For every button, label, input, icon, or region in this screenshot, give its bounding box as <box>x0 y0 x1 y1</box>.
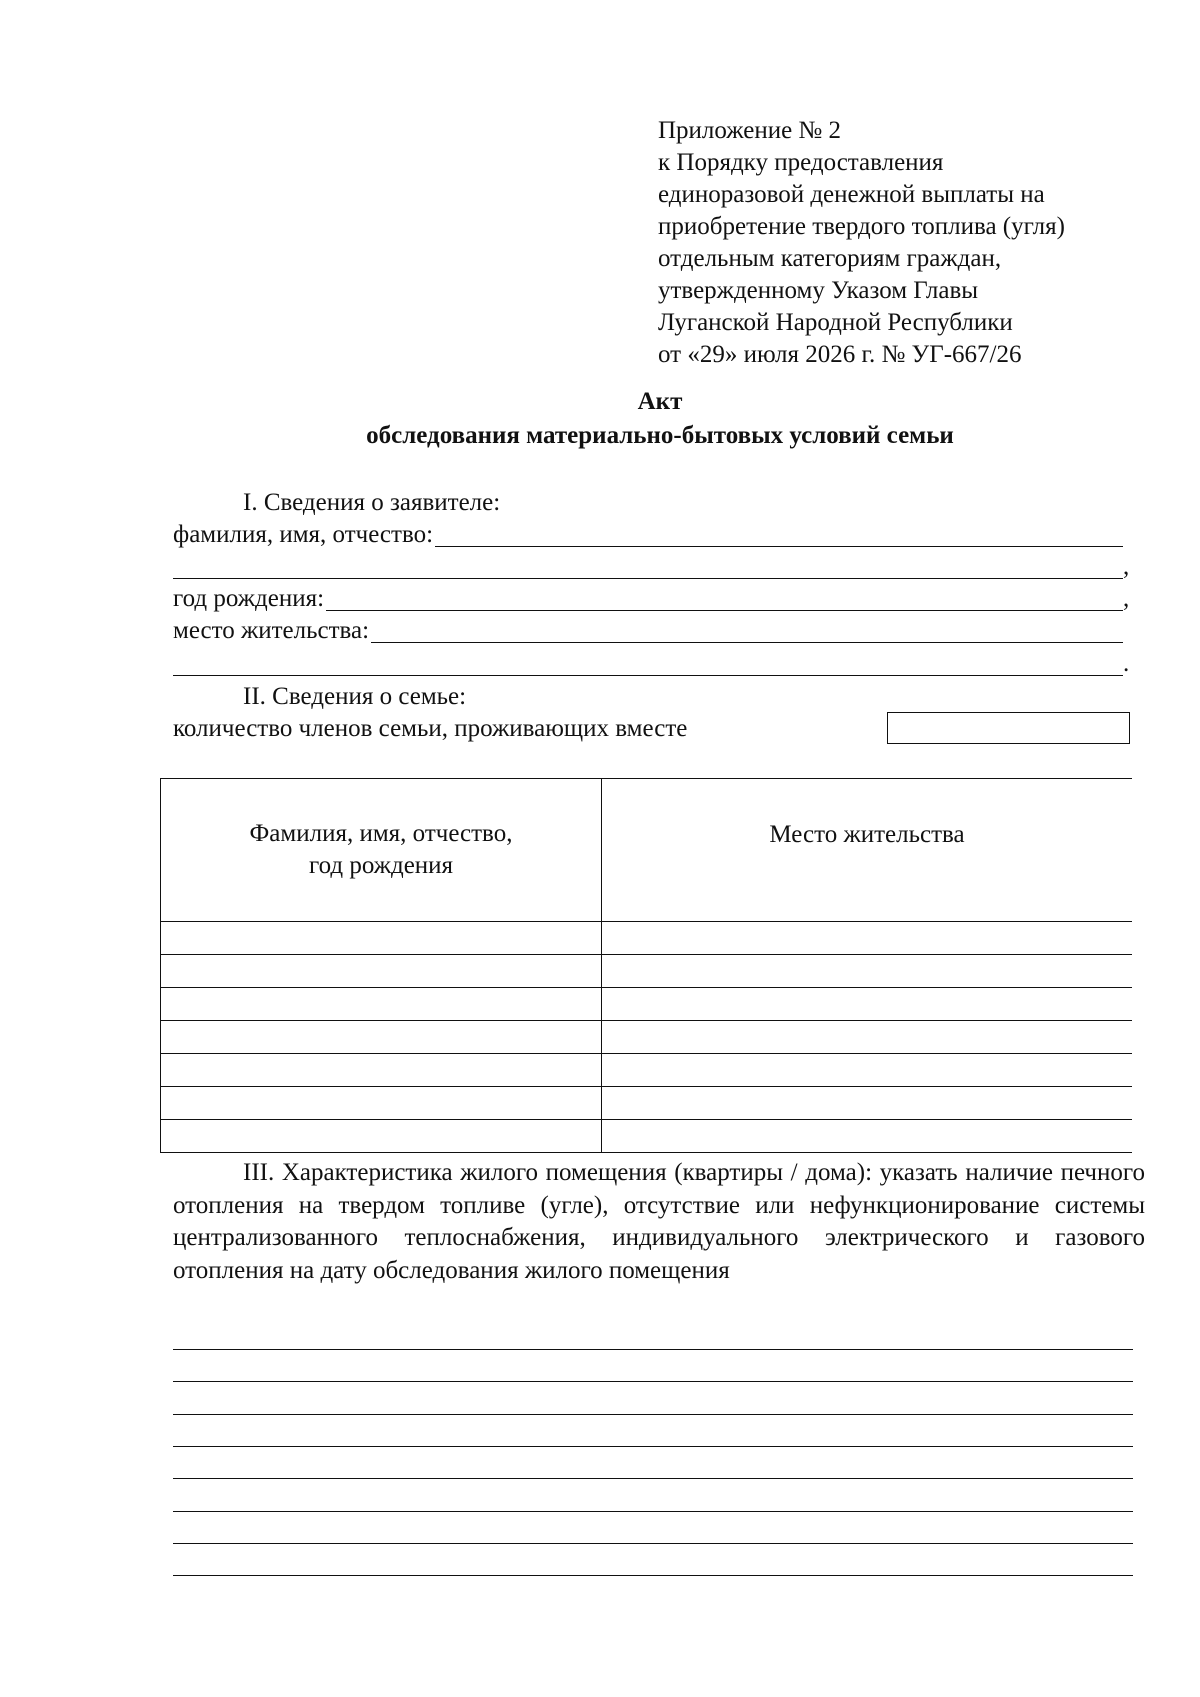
table-row <box>161 988 1133 1021</box>
table-row <box>161 1087 1133 1120</box>
table-cell[interactable] <box>161 922 602 955</box>
table-cell[interactable] <box>602 922 1133 955</box>
residence-continuation[interactable] <box>173 648 1131 680</box>
blank-line[interactable] <box>173 1478 1133 1479</box>
birth-year-input-line[interactable] <box>326 586 1123 611</box>
table-row <box>161 922 1133 955</box>
col-header-name-line2: год рождения <box>308 852 454 879</box>
table-cell[interactable] <box>602 1087 1133 1120</box>
table-cell[interactable] <box>161 1087 602 1120</box>
family-members-table <box>160 778 1132 1153</box>
appendix-reference <box>658 115 1178 371</box>
applicant-name-label: фамилия, имя, отчество: <box>173 521 434 548</box>
blank-line[interactable] <box>173 1381 1133 1382</box>
blank-line[interactable] <box>173 1446 1133 1447</box>
table-cell[interactable] <box>161 1021 602 1054</box>
family-count-label: количество членов семьи, проживающих вместе <box>173 715 688 742</box>
section-3-paragraph <box>173 1157 1145 1287</box>
applicant-name-field[interactable] <box>173 519 1131 551</box>
residence-label: место жительства: <box>173 617 370 644</box>
residence-field[interactable] <box>173 615 1131 647</box>
table-row <box>161 1021 1133 1054</box>
table-cell[interactable] <box>602 955 1133 988</box>
blank-line[interactable] <box>173 1511 1133 1512</box>
appendix-line: утвержденному Указом Главы <box>658 277 979 304</box>
appendix-line: единоразовой денежной выплаты на <box>658 181 1045 208</box>
appendix-line: приобретение твердого топлива (угля) <box>658 213 1065 240</box>
residence-input-line-2[interactable] <box>173 651 1123 676</box>
blank-line[interactable] <box>173 1349 1133 1350</box>
section-2-heading: II. Сведения о семье: <box>243 683 467 710</box>
table-cell[interactable] <box>602 1120 1133 1153</box>
document-title: Акт <box>637 388 683 415</box>
table-cell[interactable] <box>161 988 602 1021</box>
appendix-line: Приложение № 2 <box>658 117 842 144</box>
table-row <box>161 1054 1133 1087</box>
appendix-line: к Порядку предоставления <box>658 149 944 176</box>
applicant-name-continuation[interactable] <box>173 551 1131 583</box>
appendix-line: от «29» июля 2026 г. № УГ-667/26 <box>658 341 1022 368</box>
col-header-residence <box>602 779 1133 922</box>
col-header-name <box>161 779 602 922</box>
document-subtitle: обследования материально-бытовых условий семьи <box>366 422 954 449</box>
table-cell[interactable] <box>602 1021 1133 1054</box>
birth-year-field[interactable] <box>173 583 1131 615</box>
blank-line[interactable] <box>173 1543 1133 1544</box>
col-header-residence-text: Место жительства <box>769 821 965 848</box>
table-cell[interactable] <box>602 1054 1133 1087</box>
comma: , <box>1123 553 1130 580</box>
section-1-heading: I. Сведения о заявителе: <box>243 489 501 516</box>
table-cell[interactable] <box>602 988 1133 1021</box>
table-cell[interactable] <box>161 955 602 988</box>
appendix-line: отдельным категориям граждан, <box>658 245 1002 272</box>
family-count-box[interactable] <box>887 712 1130 744</box>
birth-year-label: год рождения: <box>173 585 325 612</box>
table-cell[interactable] <box>161 1120 602 1153</box>
col-header-name-line1: Фамилия, имя, отчество, <box>249 820 513 847</box>
period: . <box>1123 650 1130 677</box>
residence-input-line[interactable] <box>371 618 1123 643</box>
section-3-text: III. Характеристика жилого помещения (квартиры / дома): указать наличие печного отопления на твердом топливе (угле), отсутствие или нефункционирование системы централизованного теплоснабжения, индивидуального электрического и газового отопления на дату обследования жилого помещения <box>173 1159 1145 1284</box>
table-row <box>161 1120 1133 1153</box>
blank-line[interactable] <box>173 1414 1133 1415</box>
table-cell[interactable] <box>161 1054 602 1087</box>
applicant-name-input-line-2[interactable] <box>173 554 1123 579</box>
applicant-name-input-line[interactable] <box>435 522 1123 547</box>
table-row <box>161 955 1133 988</box>
table-header-row <box>161 779 1133 922</box>
appendix-line: Луганской Народной Республики <box>658 309 1013 336</box>
comma: , <box>1123 585 1130 612</box>
blank-line[interactable] <box>173 1575 1133 1576</box>
